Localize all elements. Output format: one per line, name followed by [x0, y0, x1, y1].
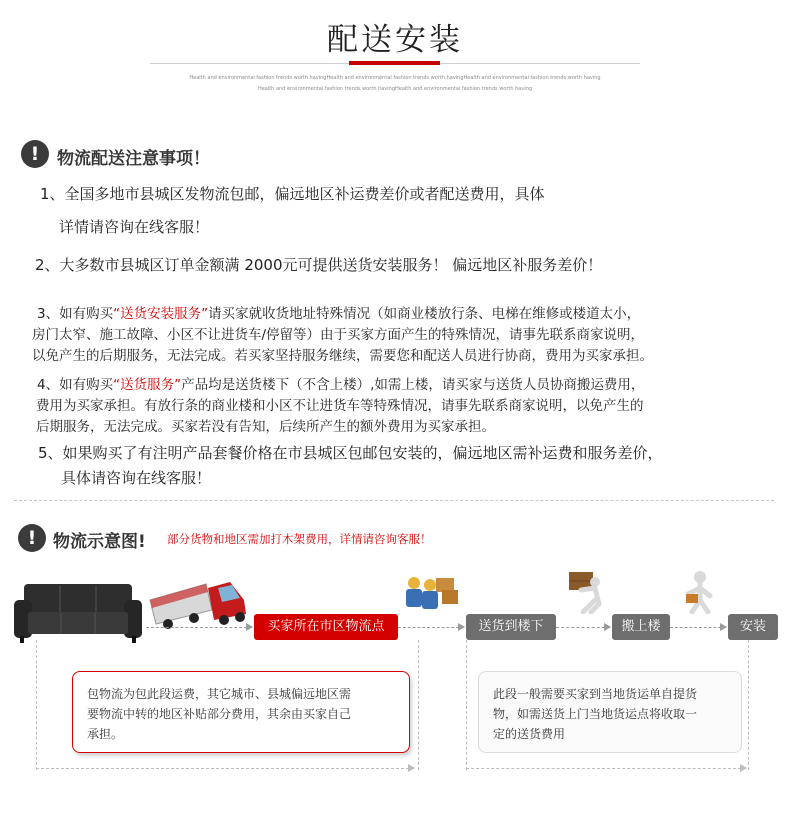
note-item-3-line-1-rest: 请买家就收货地址特殊情况（如商业楼放行条、电梯在维修或楼道太小，	[208, 306, 641, 322]
step-deliver-downstairs: 送货到楼下	[466, 614, 556, 640]
note-item-2: 2、大多数市县城区订单金额满 2000元可提供送货安装服务！ 偏远地区补服务差价！	[35, 256, 603, 274]
note-item-3-prefix: 3、如有购买	[37, 306, 114, 322]
exclamation-icon: !	[21, 140, 49, 168]
info-box-logistics-line: 要物流中转的地区补贴部分费用，其余由买家自己	[87, 707, 352, 721]
flow-heading: 物流示意图!	[53, 532, 146, 552]
info-box-delivery	[478, 671, 742, 753]
notes-heading: 物流配送注意事项！	[57, 149, 210, 169]
flow-note: 部分货物和地区需加打木架费用，详情请咨询客服！	[167, 532, 432, 546]
note-item-1-line-2: 详情请咨询在线客服！	[59, 218, 210, 236]
timeline-base-arrow	[36, 768, 414, 769]
info-box-logistics-line: 包物流为包此段运费，其它城市、县城偏远地区需	[87, 687, 352, 701]
note-item-5-line-2: 具体请咨询在线客服！	[61, 469, 212, 487]
note-item-4-line-1	[37, 373, 644, 393]
info-box-delivery-line: 定的送货费用	[493, 727, 566, 741]
toolbox-worker-icon	[680, 570, 720, 614]
section-divider	[14, 500, 774, 501]
flow-arrow	[670, 627, 726, 628]
tagline-line-1: Health and environmental fashion trends worth havingHealth and environmental fashion trends worth havingHealth and environmental fashion trends worth having	[189, 75, 601, 81]
note-item-5-line-1: 5、如果购买了有注明产品套餐价格在市县城区包邮包安装的，偏远地区需补运费和服务差价，	[38, 444, 663, 462]
exclamation-icon: !	[18, 524, 46, 552]
truck-icon	[148, 580, 248, 630]
page-title: 配送安装	[327, 22, 463, 58]
timeline-divider	[466, 640, 467, 770]
flow-arrow	[556, 627, 610, 628]
note-item-3-line-3: 以免产生的后期服务，无法完成。若买家坚持服务继续，需要您和配送人员进行协商，费用为买家承担。	[32, 348, 653, 364]
note-item-3-line-2: 房门太窄、施工故障、小区不让进货车/停留等）由于买家方面产生的特殊情况，请事先联系商家说明，	[32, 327, 645, 343]
note-item-4-line-2: 费用为买家承担。有放行条的商业楼和小区不让进货车等特殊情况，请事先联系商家说明，以免产生的	[36, 398, 644, 414]
note-item-4-line-1-rest: 产品均是送货楼下（不含上楼）,如需上楼，请买家与送货人员协商搬运费用，	[181, 377, 645, 393]
step-install: 安装	[728, 614, 778, 640]
note-item-4-highlight: “送货服务”	[113, 377, 182, 393]
info-box-logistics	[72, 671, 410, 753]
note-item-3-highlight: “送货安装服务”	[113, 306, 209, 322]
carry-box-icon	[565, 570, 605, 614]
title-accent-bar	[349, 61, 440, 65]
timeline-divider	[418, 640, 419, 770]
workers-icon	[402, 574, 460, 612]
flow-arrow	[398, 627, 464, 628]
note-item-3-line-1	[37, 302, 640, 322]
info-box-logistics-line: 承担。	[87, 727, 124, 741]
flow-arrow	[146, 627, 252, 628]
tagline-line-2: Health and environmental fashion trends worth havingHealth and environmental fashion trends worth having	[257, 86, 533, 92]
timeline-divider	[36, 640, 37, 770]
note-item-4-prefix: 4、如有购买	[37, 377, 114, 393]
note-item-1-line-1: 1、全国多地市县城区发物流包邮，偏远地区补运费差价或者配送费用，具体	[40, 185, 545, 203]
info-box-delivery-line: 此段一般需要买家到当地货运单自提货	[493, 687, 698, 701]
timeline-divider	[748, 640, 749, 770]
note-item-4-line-3: 后期服务，无法完成。买家若没有告知，后续所产生的额外费用为买家承担。	[36, 419, 495, 435]
sofa-icon	[14, 582, 142, 644]
info-box-delivery-line: 物，如需送货上门当地货运点将收取一	[493, 707, 698, 721]
step-carry-upstairs: 搬上楼	[612, 614, 670, 640]
step-local-logistics-point: 买家所在市区物流点	[254, 614, 398, 640]
timeline-base-arrow	[466, 768, 746, 769]
